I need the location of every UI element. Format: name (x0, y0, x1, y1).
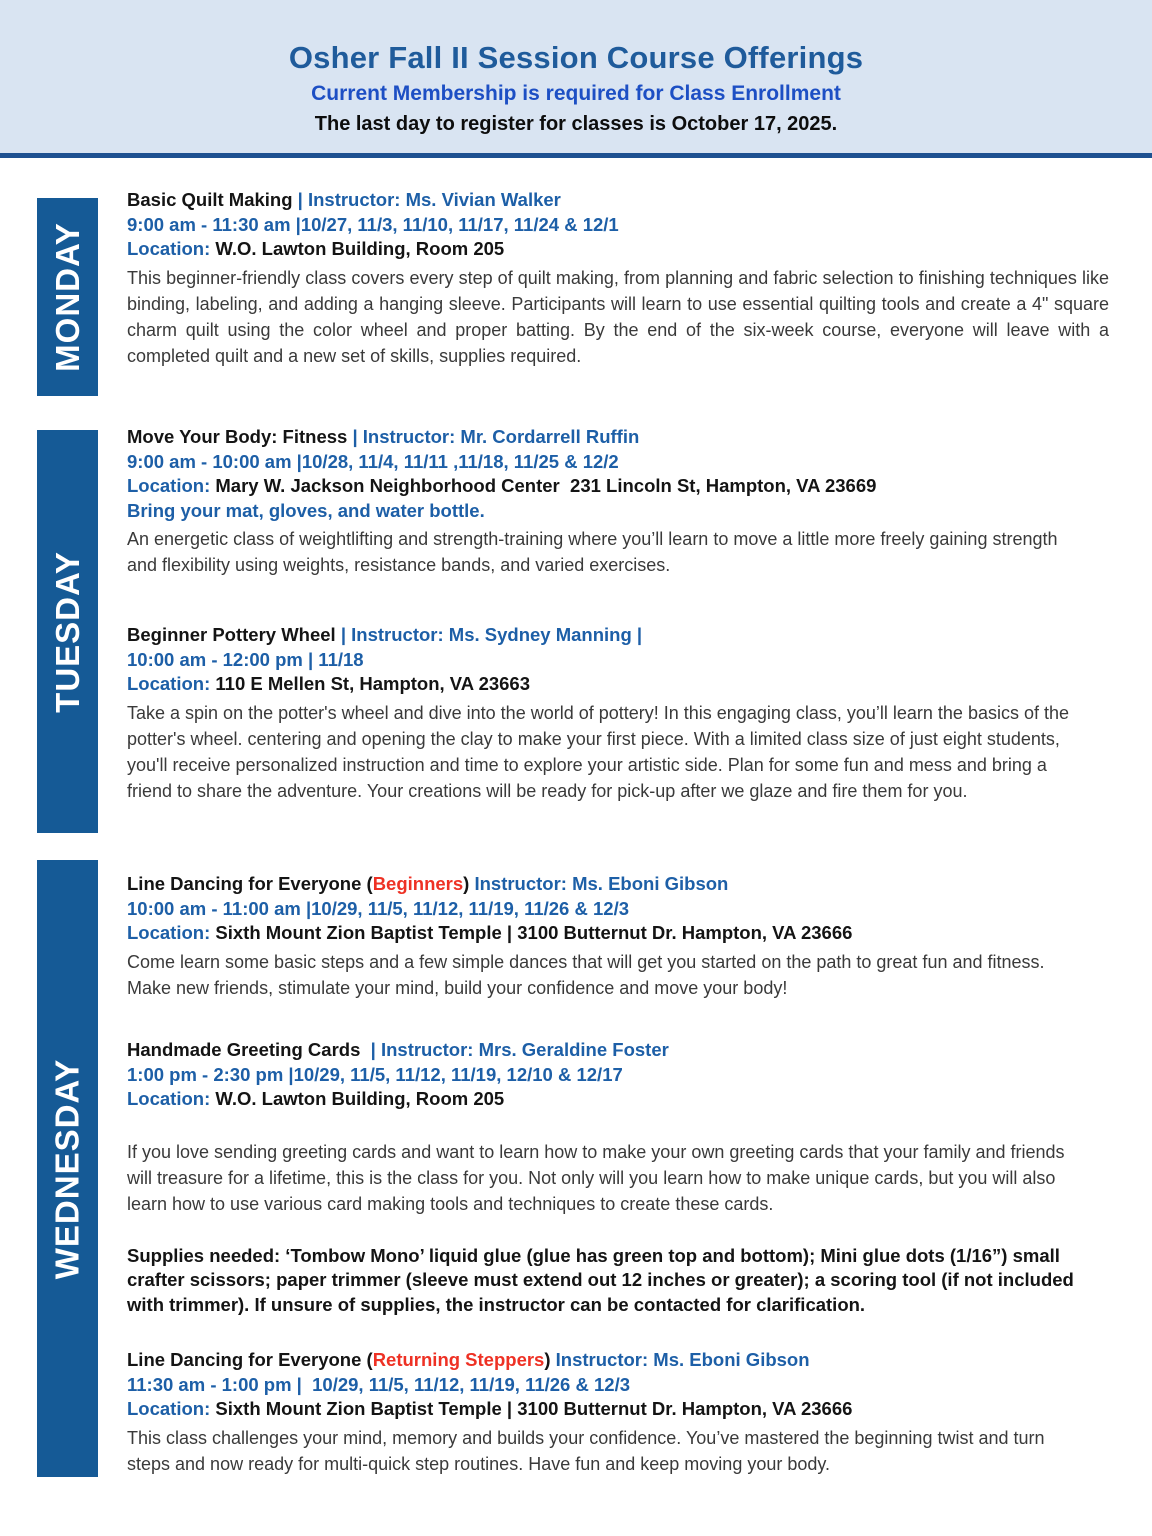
location-label: Location: (127, 673, 216, 694)
location-label: Location: (127, 1398, 216, 1419)
course-title-after: ) (544, 1349, 556, 1370)
course-title: Basic Quilt Making (127, 189, 298, 210)
location-value: Sixth Mount Zion Baptist Temple | 3100 Butternut Dr. Hampton, VA 23666 (215, 1398, 853, 1419)
day-label-tuesday: TUESDAY (48, 550, 86, 713)
location-value: W.O. Lawton Building, Room 205 (215, 238, 505, 259)
course-description: This beginner-friendly class covers every step of quilt making, from planning and fabric selection to finishing techniques like binding, labeling, and adding a hanging sleeve. Participants will learn to use essential quilting tools and create a 4" square charm quilt using the color wheel and proper batting. By the end of the six-week course, everyone will leave with a completed quilt and a new set of skills, supplies required. (127, 267, 1109, 366)
course-schedule: 10:00 am - 11:00 am |10/29, 11/5, 11/12, 11/19, 11/26 & 12/3 (127, 897, 629, 919)
course-location-line (127, 474, 1109, 499)
course-title: Move Your Body: Fitness (127, 426, 353, 447)
day-bar-wednesday (37, 860, 98, 1477)
course-title-line (127, 623, 1109, 648)
location-value: W.O. Lawton Building, Room 205 (215, 1088, 505, 1109)
course-schedule: 1:00 pm - 2:30 pm |10/29, 11/5, 11/12, 11/19, 12/10 & 12/17 (127, 1063, 623, 1085)
course-location-line (127, 672, 1109, 697)
course-move-your-body-fitness (127, 425, 1109, 578)
course-schedule: 10:00 am - 12:00 pm | 11/18 (127, 648, 364, 670)
course-description: Take a spin on the potter's wheel and dive into the world of pottery! In this engaging class, you’ll learn the basics of the potter's wheel. centering and opening the clay to make your first piece. With a limited class size of just eight students, you'll receive personalized instruction and time to explore your artistic side. Plan for some fun and mess and bring a friend to share the adventure. Your creations will be ready for pick-up after we glaze and fire them for you. (127, 702, 1069, 801)
location-value: Sixth Mount Zion Baptist Temple | 3100 Butternut Dr. Hampton, VA 23666 (215, 922, 853, 943)
location-label: Location: (127, 475, 216, 496)
day-label-wednesday: WEDNESDAY (48, 1058, 86, 1279)
location-value: Mary W. Jackson Neighborhood Center 231 Lincoln St, Hampton, VA 23669 (215, 475, 877, 496)
course-supplies-note: Supplies needed: ‘Tombow Mono’ liquid glue (glue has green top and bottom); Mini glue dots (1/16”) small crafter scissors; paper trimmer (sleeve must extend out 12 inches or greater); a scoring tool (if not included with trimmer). If unsure of supplies, the instructor can be contacted for clarification. (127, 1244, 1079, 1315)
course-title: Beginner Pottery Wheel (127, 624, 341, 645)
course-beginner-pottery-wheel (127, 623, 1109, 804)
course-title-line (127, 425, 1109, 450)
course-title: Line Dancing for Everyone ( (127, 873, 373, 894)
course-title-line (127, 872, 1109, 897)
course-instructor: | Instructor: Ms. Sydney Manning | (340, 624, 643, 645)
course-title-line (127, 1348, 1109, 1373)
course-title: Handmade Greeting Cards (127, 1039, 371, 1060)
course-description: An energetic class of weightlifting and strength-training where you’ll learn to move a little more freely gaining strength and flexibility using weights, resistance bands, and varied exercises. (127, 529, 1058, 575)
course-title-after: ) (463, 873, 475, 894)
location-label: Location: (127, 238, 216, 259)
day-bar-tuesday (37, 430, 98, 833)
course-location-line (127, 921, 1109, 946)
course-level-highlight: Beginners (372, 873, 464, 894)
day-bar-monday (37, 198, 98, 396)
course-line-dancing-returning-steppers (127, 1348, 1109, 1477)
course-location-line (127, 1397, 1109, 1422)
course-line-dancing-beginners (127, 872, 1109, 1001)
course-description: If you love sending greeting cards and want to learn how to make your own greeting cards that your family and friends will treasure for a lifetime, this is the class for you. Not only will you learn how to make unique cards, but you will also learn how to use various card making tools and techniques to create these cards. (127, 1141, 1065, 1214)
course-location-line (127, 237, 1109, 262)
course-title-line (127, 188, 1109, 213)
course-handmade-greeting-cards (127, 1038, 1109, 1317)
course-instructor: Instructor: Ms. Eboni Gibson (474, 873, 729, 894)
registration-deadline: The last day to register for classes is October 17, 2025. (314, 113, 838, 135)
course-schedule: 9:00 am - 11:30 am |10/27, 11/3, 11/10, 11/17, 11/24 & 12/1 (127, 213, 619, 235)
page-title: Osher Fall II Session Course Offerings (288, 40, 864, 75)
course-schedule: 11:30 am - 1:00 pm | 10/29, 11/5, 11/12, 11/19, 11/26 & 12/3 (127, 1373, 630, 1395)
course-instructor: | Instructor: Mr. Cordarrell Ruffin (352, 426, 640, 447)
course-schedule: 9:00 am - 10:00 am |10/28, 11/4, 11/11 ,11/18, 11/25 & 12/2 (127, 450, 619, 472)
membership-note: Current Membership is required for Class Enrollment (311, 82, 841, 105)
course-description: This class challenges your mind, memory and builds your confidence. You’ve mastered the beginning twist and turn steps and now ready for multi-quick step routines. Have fun and keep moving your body. (127, 1427, 1045, 1474)
course-title: Line Dancing for Everyone ( (127, 1349, 373, 1370)
location-value: 110 E Mellen St, Hampton, VA 23663 (215, 673, 531, 694)
day-label-monday: MONDAY (48, 222, 86, 372)
course-instructor: Instructor: Ms. Eboni Gibson (555, 1349, 810, 1370)
course-instructor: | Instructor: Mrs. Geraldine Foster (370, 1039, 669, 1060)
course-basic-quilt-making (127, 188, 1109, 369)
flyer-header (0, 0, 1152, 158)
course-instructor: | Instructor: Ms. Vivian Walker (297, 189, 561, 210)
course-location-line (127, 1087, 1109, 1112)
course-note: Bring your mat, gloves, and water bottle. (127, 499, 485, 521)
location-label: Location: (127, 1088, 216, 1109)
location-label: Location: (127, 922, 216, 943)
course-title-line (127, 1038, 1109, 1063)
course-description: Come learn some basic steps and a few simple dances that will get you started on the path to great fun and fitness. Make new friends, stimulate your mind, build your confidence and move your body! (127, 951, 1045, 998)
course-level-highlight: Returning Steppers (372, 1349, 545, 1370)
